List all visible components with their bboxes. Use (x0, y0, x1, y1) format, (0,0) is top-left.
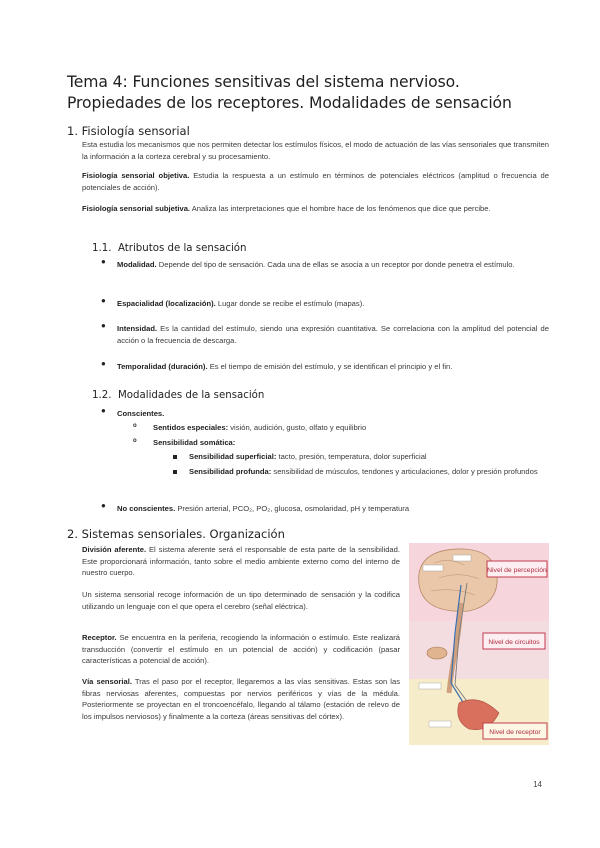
text-objetiva: Estudia la respuesta a un estímulo en términos de potenciales eléctricos (amplitud o frecuencia de potenciales de acción). (82, 171, 549, 192)
label-text-percepcion: Nivel de percepción (487, 567, 547, 574)
paragraph-subjetiva (82, 203, 549, 215)
page-number: 14 (533, 780, 542, 789)
paragraph-objetiva (82, 170, 549, 193)
sensory-levels-figure (409, 543, 549, 745)
list-item-sentidos-especiales (153, 422, 549, 434)
term-subjetiva: Fisiología sensorial subjetiva. (82, 204, 191, 213)
list-item-no-conscientes (117, 503, 549, 515)
term-division-aferente: División aferente. (82, 545, 147, 554)
section-heading-fisiologia: 1. Fisiología sensorial (67, 124, 190, 138)
term-superficial: Sensibilidad superficial: (189, 452, 277, 461)
page-title: Tema 4: Funciones sensitivas del sistema nervioso. Propiedades de los receptores. Modalidades de sensación (67, 73, 512, 112)
subsection-number-1-1: 1.1. (92, 243, 112, 254)
term-via-sensorial: Vía sensorial. (82, 677, 132, 686)
list-item-intensidad (117, 323, 549, 346)
paragraph-receptor (82, 632, 400, 667)
term-receptor: Receptor. (82, 633, 117, 642)
circle-bullet-icon: o (133, 423, 137, 429)
term-sentidos-especiales: Sentidos especiales: (153, 423, 229, 432)
list-item-profunda (189, 466, 549, 478)
bullet-icon: ● (101, 321, 106, 330)
bullet-icon: ● (101, 359, 106, 368)
list-item-espacialidad (117, 298, 549, 310)
text-no-conscientes: Presión arterial, PCO₂, PO₂, glucosa, osmolaridad, pH y temperatura (175, 504, 410, 513)
text-profunda: sensibilidad de músculos, tendones y articulaciones, dolor y presión profundos (271, 467, 538, 476)
sensory-levels-illustration (409, 543, 549, 745)
list-item-conscientes: Conscientes. (117, 409, 165, 418)
term-modalidad: Modalidad. (117, 260, 157, 269)
square-bullet-icon (173, 470, 177, 474)
paragraph-via-sensorial (82, 676, 400, 722)
term-no-conscientes: No conscientes. (117, 504, 176, 513)
subsection-number-1-2: 1.2. (92, 390, 112, 401)
term-intensidad: Intensidad. (117, 324, 158, 333)
term-temporalidad: Temporalidad (duración). (117, 362, 208, 371)
text-temporalidad: Es el tiempo de emisión del estímulo, y se identifican el principio y el fin. (207, 362, 453, 371)
ganglion-shape (427, 647, 447, 659)
bullet-icon: ● (101, 501, 106, 510)
square-bullet-icon (173, 455, 177, 459)
list-item-superficial (189, 451, 549, 463)
subsection-heading-modalidades: Modalidades de la sensación (118, 390, 265, 401)
term-espacialidad: Espacialidad (localización). (117, 299, 216, 308)
text-intensidad: Es la cantidad del estímulo, siendo una expresión cuantitativa. Se correlaciona con la amplitud del potencial de acción o la frecuencia de descarga. (117, 324, 549, 345)
paragraph-sistema-sensorial: Un sistema sensorial recoge información de un tipo determinado de sensación y la codifica utilizando un lenguaje con el que opera el cerebro (señal eléctrica). (82, 590, 400, 611)
bullet-icon: ● (101, 257, 106, 266)
label-nivel-percepcion (487, 561, 547, 577)
text-subjetiva: Analiza las interpretaciones que el hombre hace de los fenómenos que dice que percibe. (190, 204, 491, 213)
text-division-aferente: El sistema aferente será el responsable de esta parte de la sensibilidad. Este proporcionará información, tanto sobre el medio ambiente externo como del interno de nuestro cuerpo. (82, 545, 400, 577)
subsection-heading-atributos: Atributos de la sensación (118, 243, 247, 254)
text-via-sensorial: Tras el paso por el receptor, llegaremos a las vías sensitivas. Estas son las fibras nerviosas aferentes, compuestas por nervios periféricos y vías de la médula. Posteriormente se proyectan en el troncoencéfalo, llegando al tálamo (estación de relevo de los impulsos nerviosos) y finalmente a la corteza (áreas sensitivas del córtex). (82, 677, 400, 721)
term-objetiva: Fisiología sensorial objetiva. (82, 171, 190, 180)
list-item-sensibilidad-somatica: Sensibilidad somática: (153, 438, 236, 447)
list-item-temporalidad (117, 361, 549, 373)
text-superficial: tacto, presión, temperatura, dolor superficial (276, 452, 427, 461)
label-nivel-receptor (483, 723, 547, 739)
text-receptor: Se encuentra en la periferia, recogiendo la información o estímulo. Este realizará transducción (convertir el estímulo en un potencial de acción) y codificación (pasar características a potencial de acción). (82, 633, 400, 665)
bullet-icon: ● (101, 296, 106, 305)
text-sentidos-especiales: visión, audición, gusto, olfato y equilibrio (228, 423, 367, 432)
callout-box (423, 565, 443, 571)
text-espacialidad: Lugar donde se recibe el estímulo (mapas). (215, 299, 365, 308)
callout-box (453, 555, 471, 561)
bullet-icon: ● (101, 406, 106, 415)
term-profunda: Sensibilidad profunda: (189, 467, 272, 476)
label-text-circuitos: Nivel de circuitos (488, 639, 540, 646)
paragraph-division-aferente (82, 544, 400, 579)
text-modalidad: Depende del tipo de sensación. Cada una de ellas se asocia a un receptor por donde penetra el estímulo. (156, 260, 515, 269)
label-text-receptor: Nivel de receptor (489, 729, 541, 736)
paragraph-intro: Esta estudia los mecanismos que nos permiten detectar los estímulos físicos, el modo de actuación de las vías sensoriales que transmiten la información a la corteza cerebral y su procesamiento. (82, 140, 549, 161)
section-heading-sistemas: 2. Sistemas sensoriales. Organización (67, 527, 285, 541)
callout-box (429, 721, 451, 727)
list-item-modalidad (117, 259, 549, 271)
callout-box (419, 683, 441, 689)
label-nivel-circuitos (483, 633, 545, 649)
circle-bullet-icon: o (133, 438, 137, 444)
